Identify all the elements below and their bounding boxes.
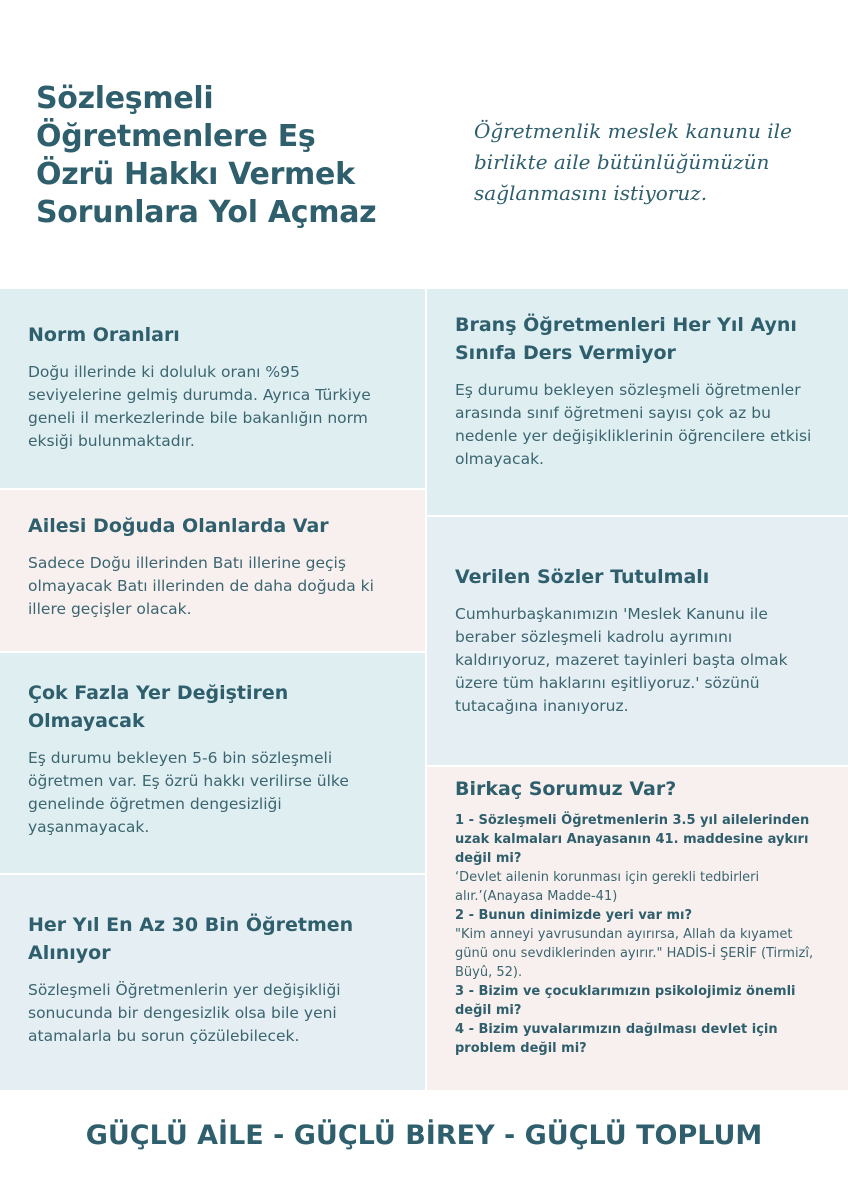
- card-body: Eş durumu bekleyen sözleşmeli öğretmenler arasında sınıf öğretmeni sayısı çok az bu nedenle yer değişikliklerinin öğrencilere etkisi olmayacak.: [455, 381, 812, 468]
- card-body: Cumhurbaşkanımızın 'Meslek Kanunu ile beraber sözleşmeli kadrolu ayrımını kaldırıyoruz, mazeret tayinleri başta olmak üzere tüm haklarını eşitliyoruz.' sözünü tutacağına inanıyoruz.: [455, 605, 788, 715]
- tagline-line: sağlanmasını istiyoruz.: [474, 181, 708, 205]
- question: 1 - Sözleşmeli Öğretmenlerin 3.5 yıl ailelerinden uzak kalmaları Anayasanın 41. maddesine aykırı değil mi?: [455, 813, 810, 866]
- footer-slogan: GÜÇLÜ AİLE - GÜÇLÜ BİREY - GÜÇLÜ TOPLUM: [85, 1120, 763, 1151]
- card-sorular: [427, 767, 848, 1090]
- card-title: Her Yıl En Az 30 Bin Öğretmen Alınıyor: [28, 914, 354, 964]
- title-line: Sorunlara Yol Açmaz: [36, 195, 377, 230]
- title-line: Öğretmenlere Eş: [36, 119, 316, 154]
- card-title: Norm Oranları: [28, 324, 180, 346]
- question: 3 - Bizim ve çocuklarımızın psikolojimiz önemli değil mi?: [455, 984, 796, 1018]
- card-ailesi: [0, 490, 425, 651]
- page-title: [36, 80, 436, 232]
- question: 2 - Bunun dinimizde yeri var mı?: [455, 908, 693, 923]
- tagline-line: Öğretmenlik meslek kanunu ile: [474, 119, 792, 143]
- question-list: [455, 811, 820, 1058]
- card-title: Verilen Sözler Tutulmalı: [455, 566, 710, 588]
- card-heryil: [0, 875, 425, 1090]
- card-title: Branş Öğretmenleri Her Yıl Aynı Sınıfa Ders Vermiyor: [455, 314, 797, 364]
- card-title: Birkaç Sorumuz Var?: [455, 778, 677, 800]
- answer: ‘Devlet ailenin korunması için gerekli tedbirleri alır.’(Anayasa Madde-41): [455, 870, 760, 904]
- card-body: Sadece Doğu illerinden Batı illerine geçiş olmayacak Batı illerinden de daha doğuda ki illere geçişler olacak.: [28, 554, 374, 618]
- card-norm: [0, 289, 425, 488]
- question: 4 - Bizim yuvalarımızın dağılması devlet için problem değil mi?: [455, 1022, 778, 1056]
- card-title: Ailesi Doğuda Olanlarda Var: [28, 515, 329, 537]
- card-brans: [427, 289, 848, 515]
- card-body: Doğu illerinde ki doluluk oranı %95 seviyelerine gelmiş durumda. Ayrıca Türkiye geneli il merkezlerinde bile bakanlığın norm eksiği bulunmaktadır.: [28, 363, 371, 450]
- card-body: Eş durumu bekleyen 5-6 bin sözleşmeli öğretmen var. Eş özrü hakkı verilirse ülke genelinde öğretmen dengesizliği yaşanmayacak.: [28, 749, 349, 836]
- tagline-line: birlikte aile bütünlüğümüzün: [474, 150, 770, 174]
- card-sozler: [427, 517, 848, 765]
- card-title: Çok Fazla Yer Değiştiren Olmayacak: [28, 682, 289, 732]
- title-line: Sözleşmeli: [36, 81, 214, 116]
- tagline: [474, 116, 834, 209]
- title-line: Özrü Hakkı Vermek: [36, 157, 355, 192]
- card-cok: [0, 653, 425, 873]
- answer: "Kim anneyi yavrusundan ayırırsa, Allah da kıyamet günü onu sevdiklerinden ayırır." HADİS-İ ŞERİF (Tirmizî, Büyû, 52).: [455, 927, 814, 980]
- card-body: Sözleşmeli Öğretmenlerin yer değişikliği sonucunda bir dengesizlik olsa bile yeni atamalarla bu sorun çözülebilecek.: [28, 981, 341, 1045]
